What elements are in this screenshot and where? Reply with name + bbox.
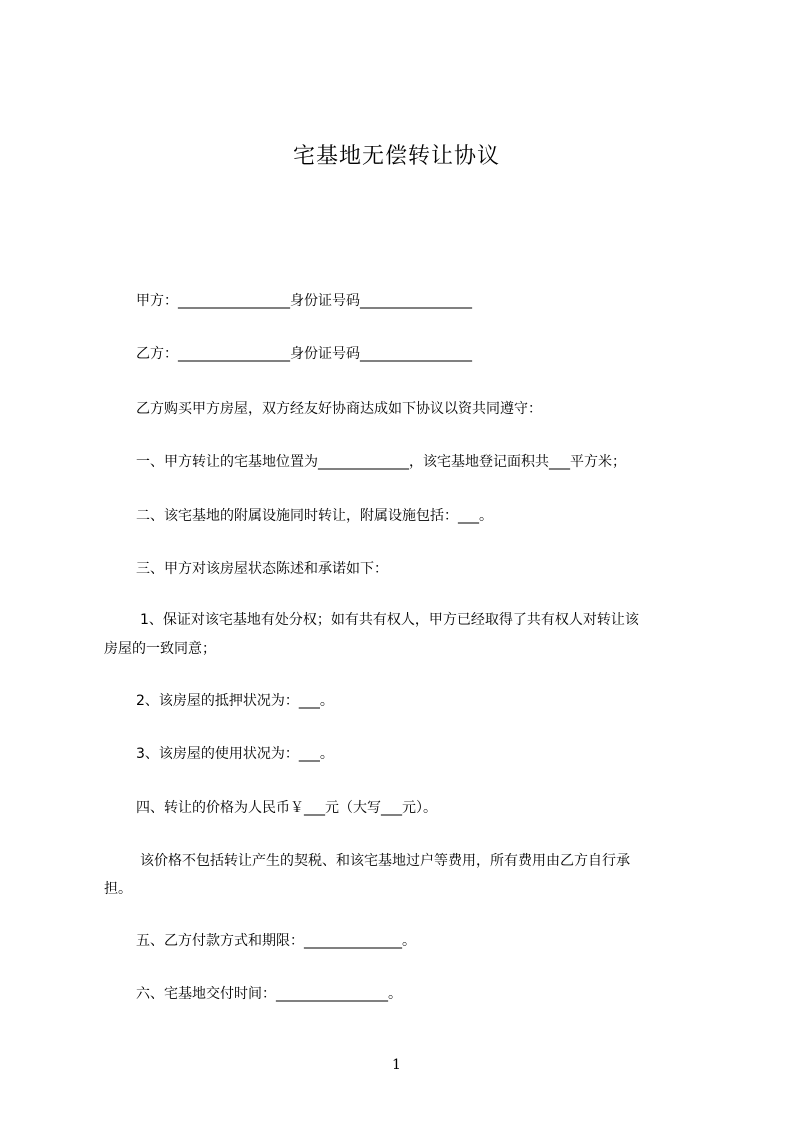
clause-3: 三、甲方对该房屋状态陈述和承诺如下： xyxy=(136,561,388,577)
preamble: 乙方购买甲方房屋，双方经友好协商达成如下协议以资共同遵守： xyxy=(136,401,542,417)
clause-2: 二、该宅基地的附属设施同时转让，附属设施包括：___。 xyxy=(136,508,493,524)
page-number: 1 xyxy=(392,1057,401,1073)
clause-4-note-line1: 该价格不包括转让产生的契税、和该宅基地过户等费用，所有费用由乙方自行承 xyxy=(140,853,630,869)
clause-6: 六、宅基地交付时间：________________。 xyxy=(136,986,402,1002)
clause-3-2: 2、该房屋的抵押状况为：___。 xyxy=(136,693,334,709)
party-b-line: 乙方：________________身份证号码________________ xyxy=(136,346,472,362)
clause-3-1-line1: 1、保证对该宅基地有处分权；如有共有权人，甲方已经取得了共有权人对转让该 xyxy=(140,612,639,628)
clause-3-3: 3、该房屋的使用状况为：___。 xyxy=(136,746,334,762)
document-title: 宅基地无偿转让协议 xyxy=(292,144,500,169)
clause-4-note-line2: 担。 xyxy=(104,881,132,897)
clause-4: 四、转让的价格为人民币￥___元（大写___元）。 xyxy=(136,800,437,816)
clause-3-1-line2: 房屋的一致同意； xyxy=(104,641,216,657)
clause-1: 一、甲方转让的宅基地位置为_____________，该宅基地登记面积共___平方米； xyxy=(136,454,626,470)
party-a-line: 甲方：________________身份证号码________________ xyxy=(136,293,472,309)
clause-5: 五、乙方付款方式和期限：______________。 xyxy=(136,933,416,949)
